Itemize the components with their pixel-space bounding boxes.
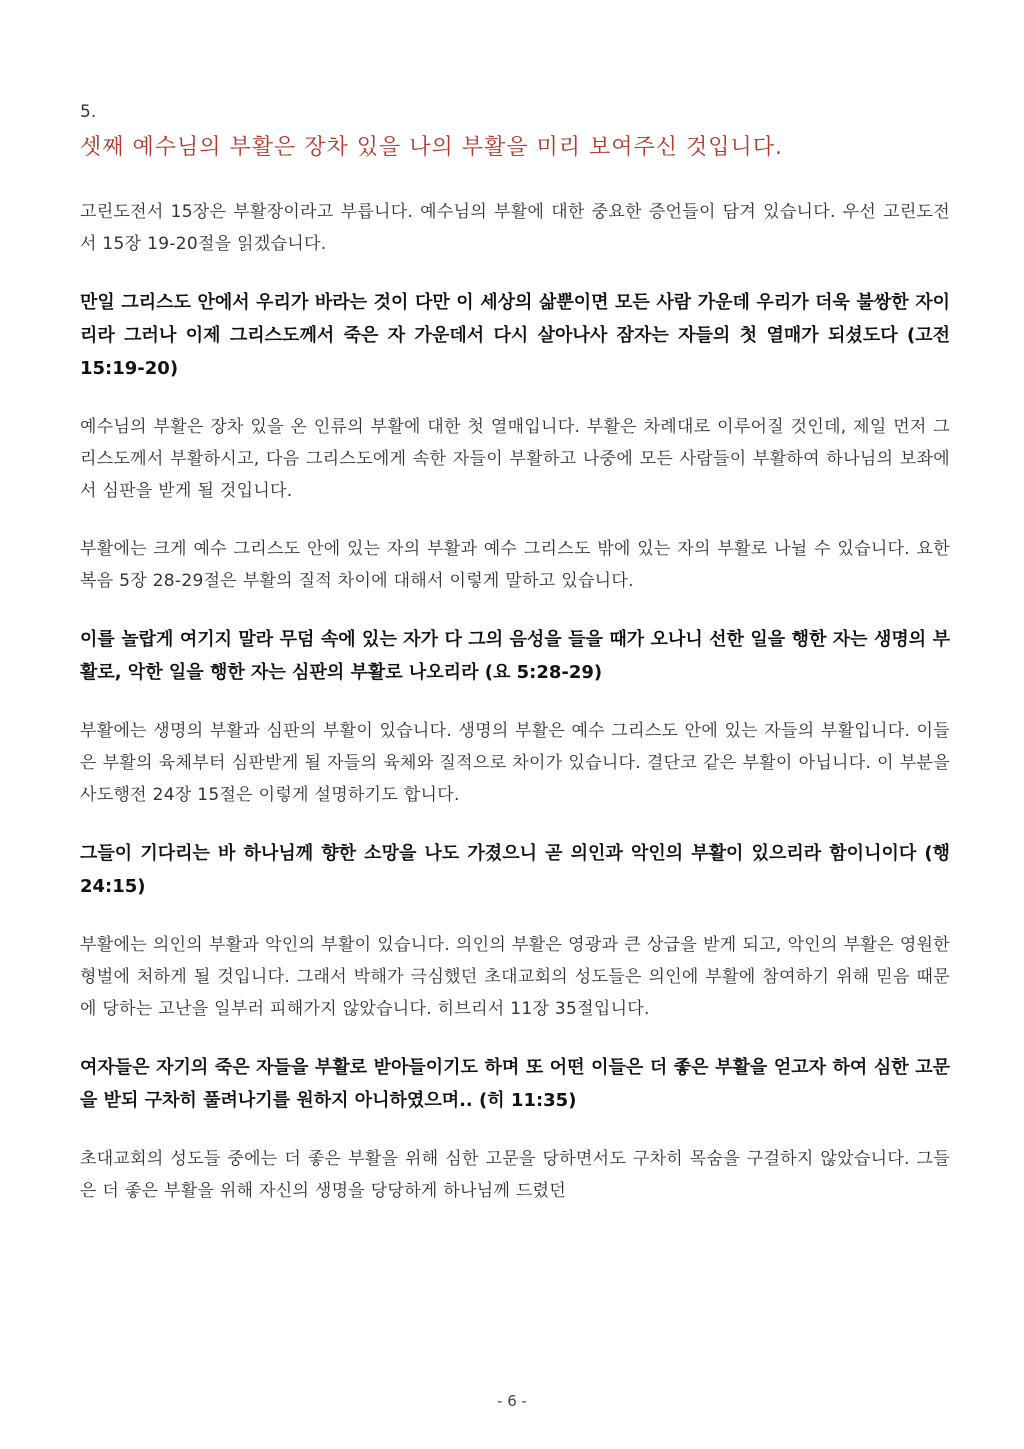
section-heading: 셋째 예수님의 부활은 장차 있을 나의 부활을 미리 보여주신 것입니다. xyxy=(80,135,783,160)
scripture-quote-acts-24: 그들이 기다리는 바 하나님께 향한 소망을 나도 가졌으니 곧 의인과 악인의 부활이 있으리라 함이니이다 (행 24:15) xyxy=(80,843,950,897)
paragraph-life-judgment: 부활에는 생명의 부활과 심판의 부활이 있습니다. 생명의 부활은 예수 그리스도 안에 있는 자들의 부활입니다. 이들은 부활의 육체부터 심판받게 될 자들의 육체와 질적으로 차이가 있습니다. 결단코 같은 부활이 아닙니다. 이 부분을 사도행전 24장 15절은 이렇게 설명하기도 합니다. xyxy=(80,721,950,805)
paragraph-early-church: 초대교회의 성도들 중에는 더 좋은 부활을 위해 심한 고문을 당하면서도 구차히 목숨을 구걸하지 않았습니다. 그들은 더 좋은 부활을 위해 자신의 생명을 당당하게 하나님께 드렸던 xyxy=(80,1149,950,1201)
paragraph-intro: 고린도전서 15장은 부활장이라고 부릅니다. 예수님의 부활에 대한 중요한 증언들이 담겨 있습니다. 우선 고린도전서 15장 19-20절을 읽겠습니다. xyxy=(80,202,950,254)
page-number: - 6 - xyxy=(497,1392,527,1410)
scripture-quote-1cor-15: 만일 그리스도 안에서 우리가 바라는 것이 다만 이 세상의 삶뿐이면 모든 사람 가운데 우리가 더욱 불쌍한 자이리라 그러나 이제 그리스도께서 죽은 자 가운데서 다시 살아나사 잠자는 자들의 첫 열매가 되셨도다 (고전 15:19-20) xyxy=(80,292,950,379)
document-page xyxy=(80,100,950,1233)
scripture-quote-john-5: 이를 놀랍게 여기지 말라 무덤 속에 있는 자가 다 그의 음성을 들을 때가 오나니 선한 일을 행한 자는 생명의 부활로, 악한 일을 행한 자는 심판의 부활로 나오리라 (요 5:28-29) xyxy=(80,629,950,683)
paragraph-righteous-wicked: 부활에는 의인의 부활과 악인의 부활이 있습니다. 의인의 부활은 영광과 큰 상급을 받게 되고, 악인의 부활은 영원한 형벌에 처하게 될 것입니다. 그래서 박해가 극심했던 초대교회의 성도들은 의인에 부활에 참여하기 위해 믿음 때문에 당하는 고난을 일부러 피해가지 않았습니다. 히브리서 11장 35절입니다. xyxy=(80,935,950,1019)
section-number: 5. xyxy=(80,102,97,122)
scripture-quote-hebrews-11: 여자들은 자기의 죽은 자들을 부활로 받아들이기도 하며 또 어떤 이들은 더 좋은 부활을 얻고자 하여 심한 고문을 받되 구차히 풀려나기를 원하지 아니하였으며.. (히 11:35) xyxy=(80,1057,950,1111)
paragraph-two-resurrections: 부활에는 크게 예수 그리스도 안에 있는 자의 부활과 예수 그리스도 밖에 있는 자의 부활로 나뉠 수 있습니다. 요한복음 5장 28-29절은 부활의 질적 차이에 대해서 이렇게 말하고 있습니다. xyxy=(80,539,951,591)
paragraph-firstfruits: 예수님의 부활은 장차 있을 온 인류의 부활에 대한 첫 열매입니다. 부활은 차례대로 이루어질 것인데, 제일 먼저 그리스도께서 부활하시고, 다음 그리스도에게 속한 자들이 부활하고 나중에 모든 사람들이 부활하여 하나님의 보좌에서 심판을 받게 될 것입니다. xyxy=(80,417,950,501)
